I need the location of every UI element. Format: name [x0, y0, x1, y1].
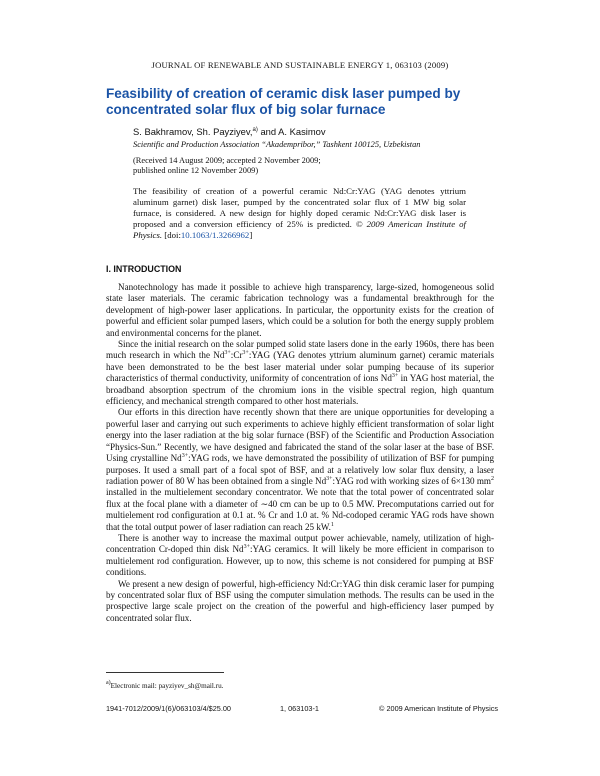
abstract-text: The feasibility of creation of a powerful ceramic Nd:Cr:YAG (YAG denotes yttrium aluminum garnet) disk laser, pumped by the concentrated solar flux of 1 MW big solar furnace, is considered. A new design for highly doped ceramic Nd:Cr:YAG disk laser is proposed and a conversion efficiency of 25% is predicted. [133, 186, 466, 230]
author-list [133, 126, 513, 137]
abstract [133, 186, 466, 241]
paragraph-3: Our efforts in this direction have recently shown that there are unique opportunities for developing a powerful laser and carrying out such experiments to achieve highly efficient transformation of solar light energy into the laser radiation at the big solar furnace (BSF) of the Scientific and Production Association “Physics-Sun.” Recently, we have designed and fabricated the stand of the solar laser at the base of BSF. Using crystalline $Nd^{3+}:YAG$ rods, we have demonstrated the possibility of utilization of BSF for pumping purposes. It used a small part of a focal spot of BSF, and at a relatively low solar flux density, a laser radiation power of 80 W has been obtained from a single $Nd^{3+}:YAG$ rod with working sizes of 6×130 $mm^2$ installed in the multielement secondary concentrator. We note that the total power of concentrated solar flux at the focal plane with a diameter of ∼40 cm can be up to 0.5 MW. Precomputations carried out for multielement rod configuration at 0.1 at. % Cr and 1.0 at. % Nd-codoped ceramic YAG rods have shown that the total output power of laser radiation can reach 25 kW.$^1$ [106, 407, 495, 532]
footnote-divider [106, 672, 224, 673]
reference-1[interactable]: 1 [330, 521, 334, 528]
author-names: S. Bakhramov, Sh. Payziyev, [133, 126, 253, 137]
doi-prefix: [doi: [164, 230, 181, 241]
footer-page-number: 1, 063103-1 [280, 704, 319, 713]
paragraph-2: Since the initial research on the solar pumped solid state lasers done in the early 1960s, there has been much research in which the $Nd^{3+}:Cr^{3+}:YAG$ (YAG denotes yttrium aluminum garnet) ceramic materials have been demonstrated to be the best laser material under solar pumping because of its superior characteristics of thermal conductivity, uniformity of concentration of ions $Nd^{3+}$ in YAG host material, the broadband absorption spectrum of the chromium ions in the visible spectral region, high quantum efficiency, and mechanical strength compared to other host materials. [106, 339, 495, 407]
doi-link[interactable]: 10.1063/1.3266962 [180, 230, 250, 241]
section-heading: I. INTRODUCTION [106, 264, 182, 274]
affiliation: Scientific and Production Association “Akadempribor,” Tashkent 100125, Uzbekistan [133, 140, 421, 149]
paragraph-5: We present a new design of powerful, high-efficiency Nd:Cr:YAG thin disk ceramic laser for pumping by concentrated solar flux of BSF using the computer simulation methods. The results can be used in the prospective large scale project on the creation of the powerful and high-efficiency laser pumped by concentrated solar flux. [106, 578, 494, 623]
page-footer [106, 703, 498, 715]
superscript-2: 2 [491, 475, 494, 482]
footer-copyright: © 2009 American Institute of Physics [379, 704, 498, 713]
doi-suffix: ] [249, 230, 253, 241]
journal-header: JOURNAL OF RENEWABLE AND SUSTAINABLE ENERGY 1, 063103 (2009) [151, 60, 449, 70]
received-line-2: published online 12 November 2009) [133, 166, 259, 176]
paper-title: Feasibility of creation of ceramic disk laser pumped by concentrated solar flux of big solar furnace [106, 86, 461, 117]
paragraph-4: There is another way to increase the maximal output power achievable, namely, utilization of high-concentration Cr-doped thin disk $Nd^{3+}:YAG$ ceramics. It will likely be more efficient in comparison to multielement rod configuration. However, up to now, this scheme is not considered for pumping at BSF conditions. [106, 532, 495, 578]
abstract-copyright: © 2009 American Institute of Physics. [133, 219, 467, 241]
author-last: and A. Kasimov [257, 126, 326, 137]
footnote-mark: a) [106, 680, 111, 686]
received-line-1: (Received 14 August 2009; accepted 2 November 2009; [133, 156, 321, 165]
footnote [106, 681, 223, 692]
footer-issn: 1941-7012/2009/1(6)/063103/4/$25.00 [106, 704, 231, 713]
footnote-text: Electronic mail: payziyev_sh@mail.ru. [110, 682, 224, 690]
received-dates [133, 156, 493, 177]
body-text [106, 282, 494, 624]
paragraph-1: Nanotechnology has made it possible to achieve high transparency, large-sized, homogeneous solid state laser materials. The ceramic fabrication technology was a fundamental breakthrough for the development of high-power laser applications. In particular, the opportunity exists for the creation of powerful and efficient solar pumped lasers, which could be a solution for both the energy supply problem and environmental concerns for the planet. [106, 282, 494, 338]
author-footnote-mark[interactable]: a) [252, 127, 258, 133]
